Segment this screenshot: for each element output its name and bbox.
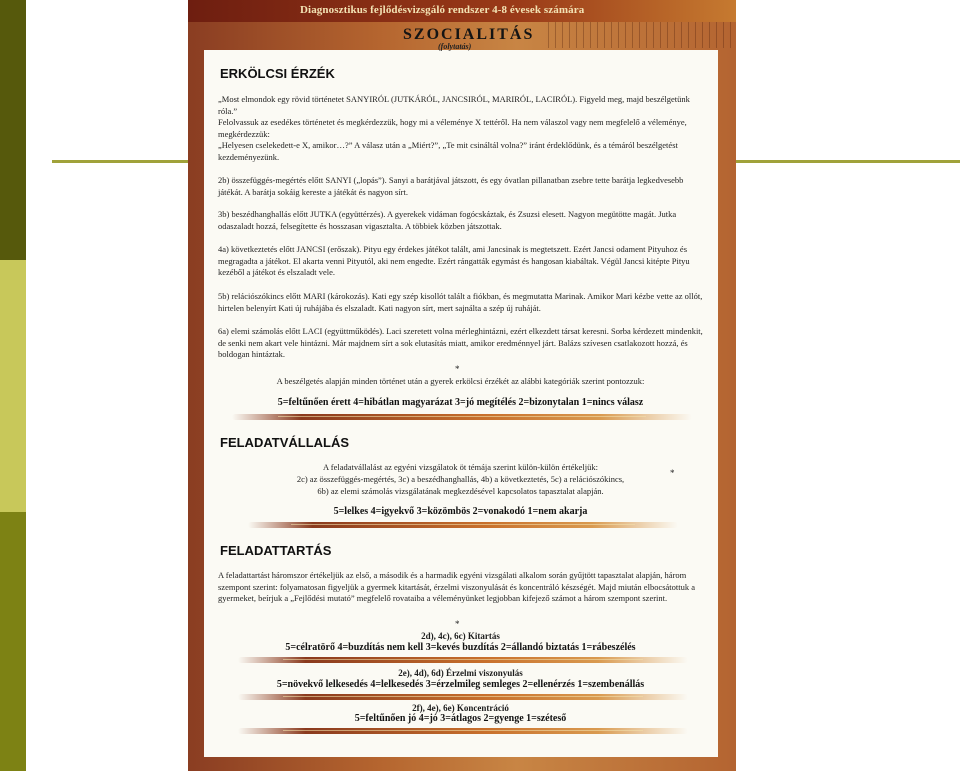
- kitartas-title: 2d), 4c), 6c) Kitartás: [421, 631, 500, 641]
- story-6a: 6a) elemi számolás előtt LACI (együttműködés). Laci szeretett volna mérleghintázni, ezért elkezdett társat keresni. Sorba kérdezett mindenkit, de senki nem akart vele hintázni. Már majdnem sírt a sok elutasítás miatt, amikor eredménnyel járt. Balázs szívesen csatlakozott hozzá, és boldogan hintáztak.: [218, 326, 703, 359]
- section-heading-erkolcsi: ERKÖLCSI ÉRZÉK: [220, 66, 335, 81]
- ruler-strip: [548, 22, 736, 48]
- decorative-bar-3: [238, 657, 688, 663]
- scale-feladatvallalas: 5=lelkes 4=igyekvő 3=közömbös 2=vonakodó 1=nem akarja: [333, 506, 588, 517]
- scale-koncentracio: 5=feltűnően jó 4=jó 3=átlagos 2=gyenge 1=széteső: [354, 713, 567, 724]
- section-heading-feladattartas: FELADATTARTÁS: [220, 543, 332, 558]
- divider-line-right: [736, 160, 960, 163]
- left-accent-bar-top: [0, 0, 26, 260]
- story-2b: 2b) összefüggés-megértés előtt SANYI („lopás”). Sanyi a barátjával játszott, és egy óvatlan pillanatban zsebre tette barátja legkedvesebb játékát. A barátja sokáig kereste a játékát és nagyon sírt.: [218, 175, 684, 197]
- separator-star-3: *: [455, 619, 460, 629]
- story-4a: 4a) következtetés előtt JANCSI (erőszak). Pityu egy érdekes játékot talált, ami Jancsinak is megtetszett. Ezért Jancsi odament Pityuhoz és megragadta a játékot. El akarta venni Pityutól, aki nem engedte. Ezért rángatták egymást és hangosan kiabáltak. Végül Jancsi kitépte Pityu kezéből a játékot és elszaladt vele.: [218, 244, 690, 277]
- page-banner: [188, 0, 736, 22]
- story-5b: 5b) relációszókincs előtt MARI (károkozás). Kati egy szép kisollót talált a fiókban, és megmutatta Marinak. Amikor Mari kézbe vette az ollót, hirtelen belenyírt Kati új ruhájába és elszaladt. Kati nagyon sírt, mert sajnálta a szép új ruháját.: [218, 291, 703, 313]
- decorative-bar-1: [232, 414, 692, 420]
- banner-title: Diagnosztikus fejlődésvizsgáló rendszer 4-8 évesek számára: [300, 4, 585, 16]
- scale-erkolcsi: 5=feltűnően érett 4=hibátlan magyarázat 3=jó megítélés 2=bizonytalan 1=nincs válasz: [277, 397, 644, 408]
- koncentracio-title: 2f), 4e), 6e) Koncentráció: [412, 703, 509, 713]
- divider-line-left: [52, 160, 188, 163]
- section-heading-feladatvallalas: FELADATVÁLLALÁS: [220, 435, 350, 450]
- feladattartas-paragraph: A feladattartást háromszor értékeljük az első, a második és a harmadik egyéni vizsgálati alkalom során gyűjtött tapasztalat alapján, három szempont szerint: folyamatosan figyeljük a gyermek kitartását, érzelmi viszonyulását és koncentráló készségét. Majd miután elbocsátottuk a gyermeket, beírjuk a „Fejlődési mutató” megfelelő rovataiba a véleményünket legjobban kifejező számot a három szempont szerint.: [218, 570, 696, 603]
- page-subtitle: (folytatás): [438, 42, 472, 51]
- separator-star-1: *: [455, 364, 460, 374]
- story-3b: 3b) beszédhanghallás előtt JUTKA (együttérzés). A gyerekek vidáman fogócskáztak, és Zsuzsi elesett. Nagyon megütötte magát. Jutka odaszaladt hozzá, felsegítette és hosszasan vigasztalta. A többiek közben játszottak.: [218, 209, 677, 231]
- decorative-bar-4: [238, 694, 688, 700]
- feladatvallalas-line-1: A feladatvállalást az egyéni vizsgálatok öt témája szerint külön-külön értékeljük:: [323, 462, 598, 472]
- decorative-bar-2: [248, 522, 678, 528]
- scoring-instruction: A beszélgetés alapján minden történet után a gyerek erkölcsi érzékét az alábbi kategóriák szerint pontozzuk:: [276, 376, 645, 386]
- left-accent-bar-middle: [0, 260, 26, 512]
- feladatvallalas-line-3: 6b) az elemi számolás vizsgálatának megkezdésével kapcsolatos tapasztalat alapján.: [317, 486, 604, 496]
- intro-paragraph-2: Felolvassuk az esedékes történetet és megkérdezzük, hogy mi a véleménye X tettéről. Ha nem válaszol vagy nem megfelelő a véleménye, megkérdezzük:: [218, 117, 687, 139]
- scale-kitartas: 5=célratörő 4=buzdítás nem kell 3=kevés buzdítás 2=állandó biztatás 1=rábeszélés: [285, 642, 636, 653]
- intro-paragraph-3: „Helyesen cselekedett-e X, amikor…?” A válasz után a „Miért?”, „Te mit csináltál volna?” iránt érdeklődünk, és a témáról beszélgetést kezdeményezünk.: [218, 140, 678, 162]
- left-accent-bar-bottom: [0, 512, 26, 771]
- scale-erzelmi-viszonyulas: 5=növekvő lelkesedés 4=lelkesedés 3=érzelmileg semleges 2=ellenérzés 1=szembenállás: [276, 679, 645, 690]
- page-title: SZOCIALITÁS: [403, 26, 535, 43]
- separator-star-2: *: [670, 468, 675, 478]
- erzelmi-viszonyulas-title: 2e), 4d), 6d) Érzelmi viszonyulás: [398, 668, 523, 678]
- feladatvallalas-line-2: 2c) az összefüggés-megértés, 3c) a beszédhanghallás, 4b) a következtetés, 5c) a relációszókincs,: [296, 474, 625, 484]
- decorative-bar-5: [238, 728, 688, 734]
- intro-paragraph-1: „Most elmondok egy rövid történetet SANYIRÓL (JUTKÁRÓL, JANCSIRÓL, MARIRÓL, LACIRÓL). Figyeld meg, majd beszélgetünk róla.”: [218, 94, 690, 116]
